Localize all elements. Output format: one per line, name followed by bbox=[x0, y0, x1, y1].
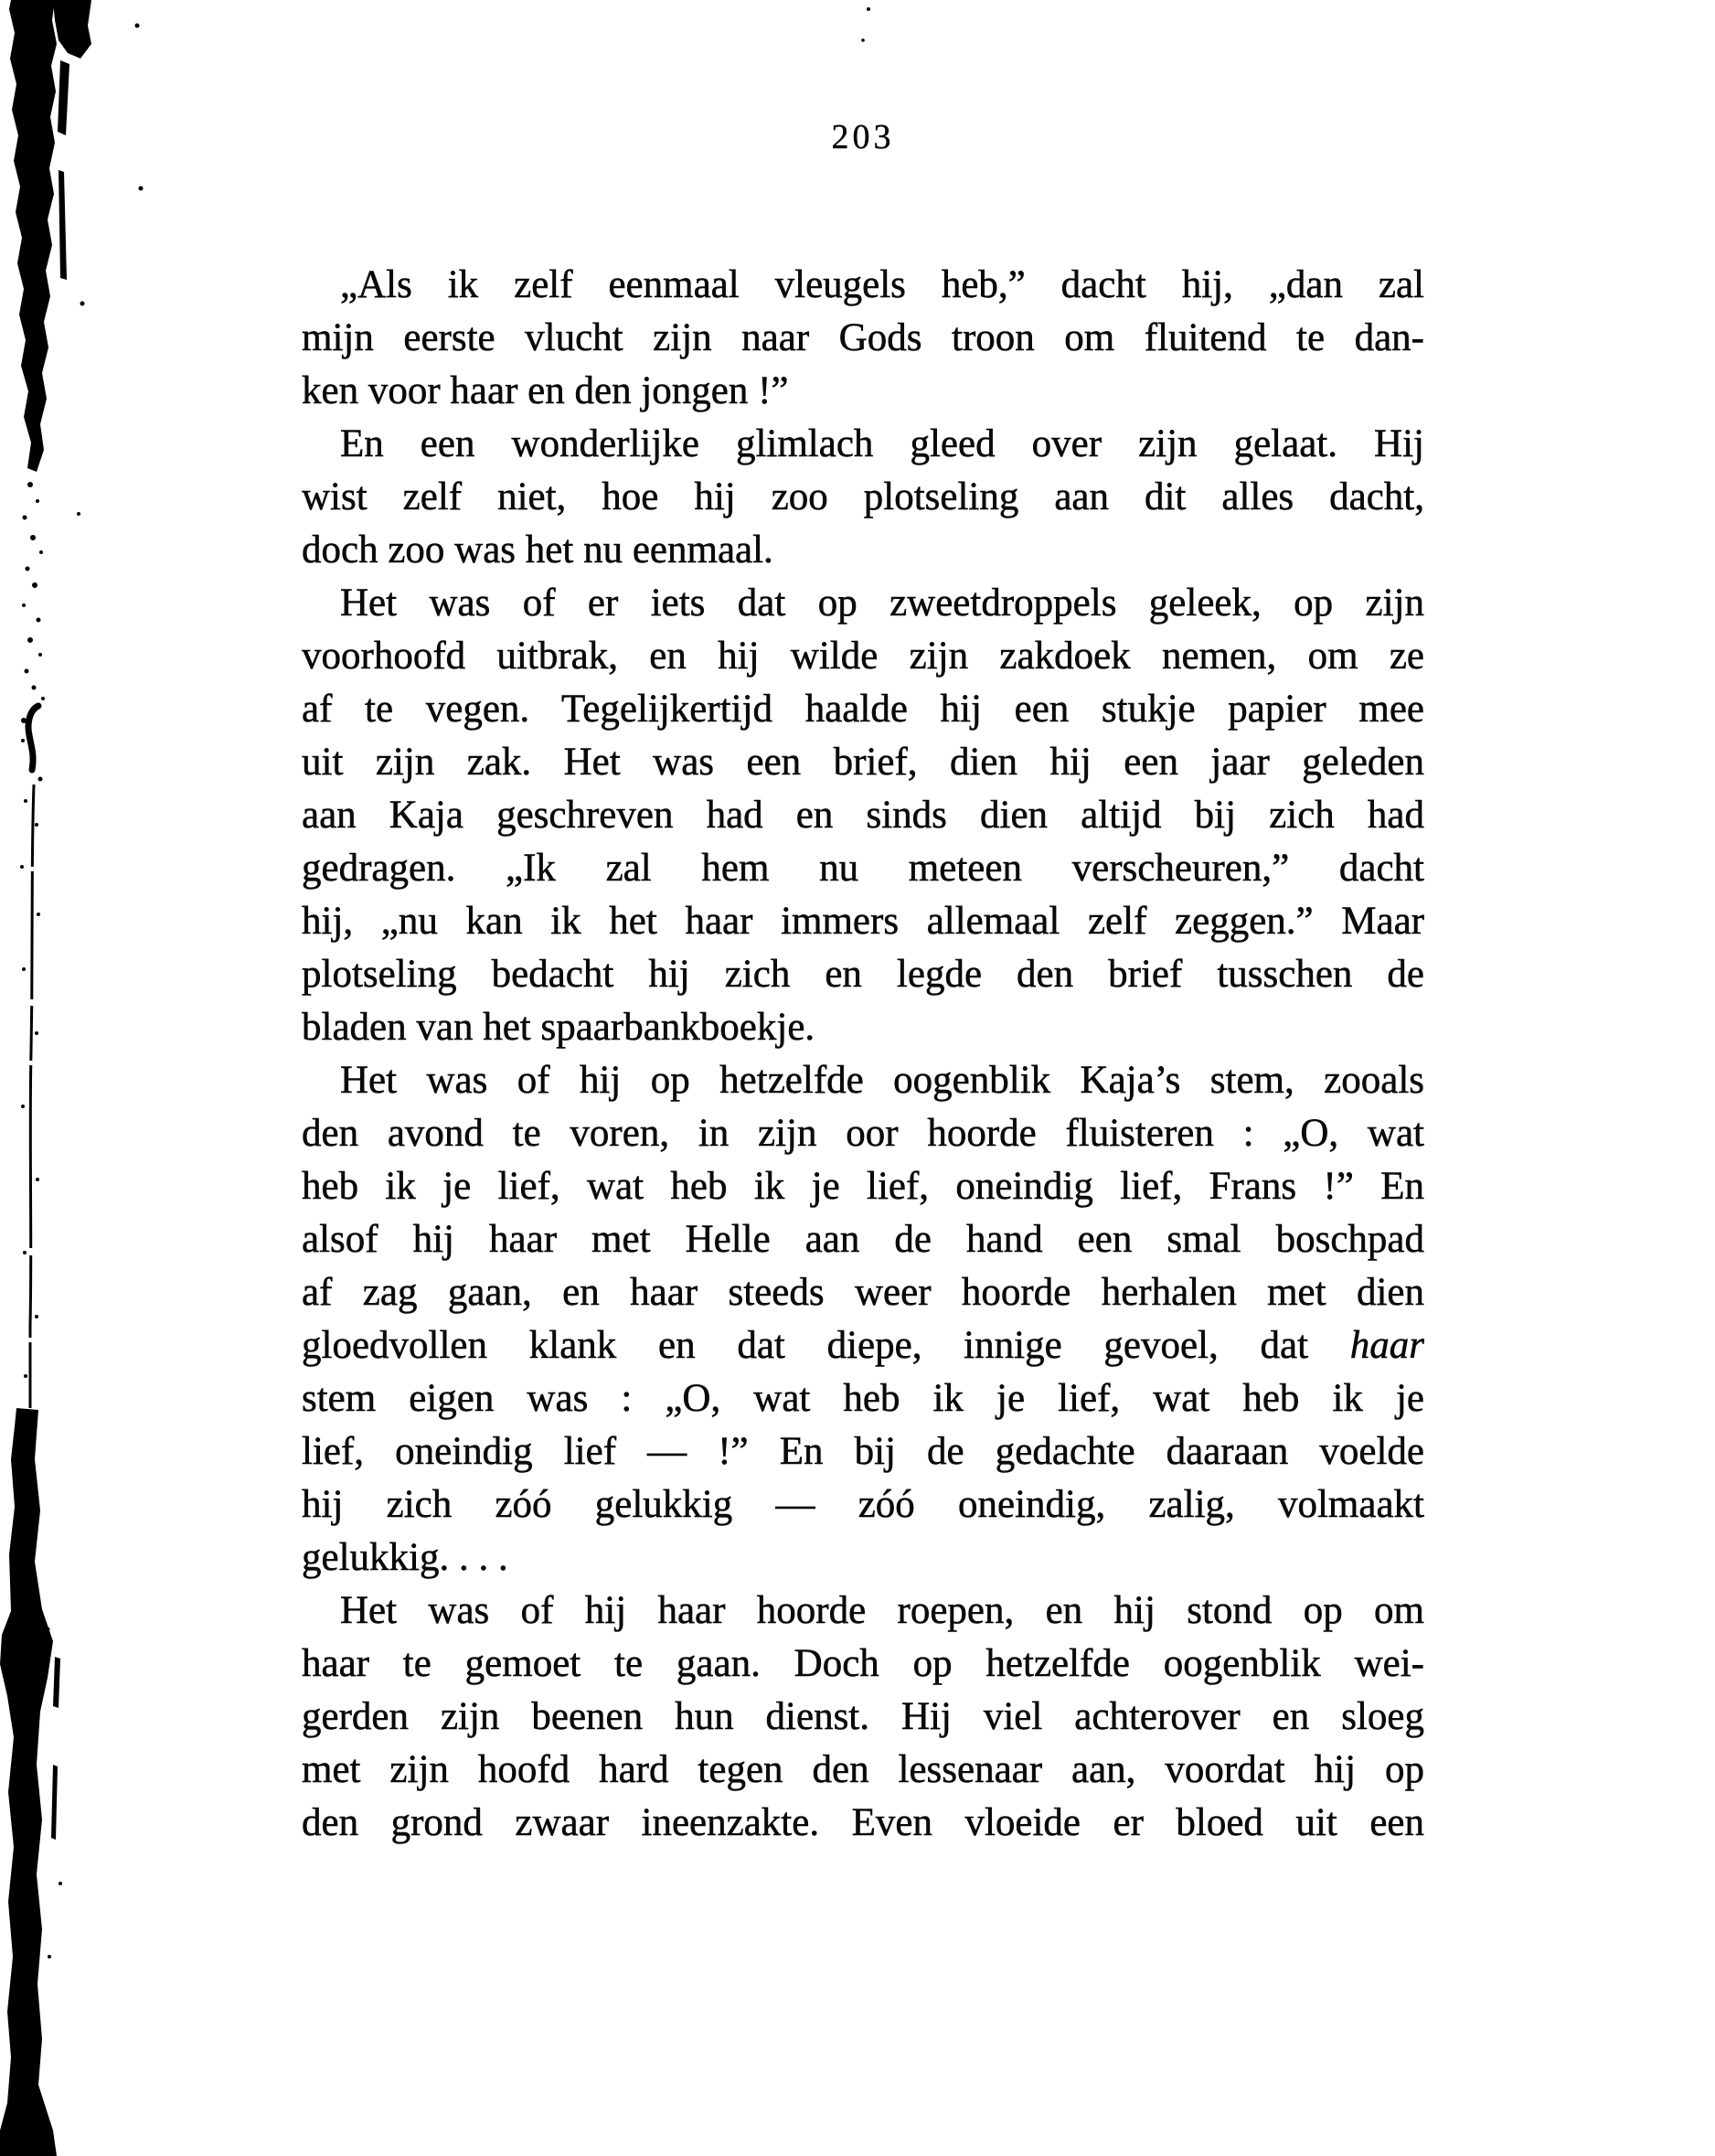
text-line: alsof hij haar met Helle aan de hand een smal boschpad bbox=[302, 1218, 1424, 1261]
text-line: doch zoo was het nu eenmaal. bbox=[302, 528, 773, 571]
text-line: ken voor haar en den jongen !” bbox=[302, 369, 789, 412]
text-line: plotseling bedacht hij zich en legde den brief tusschen de bbox=[302, 953, 1424, 996]
text-line: af zag gaan, en haar steeds weer hoorde herhalen met dien bbox=[302, 1271, 1424, 1314]
text-line: haar te gemoet te gaan. Doch op hetzelfde oogenblik wei- bbox=[302, 1642, 1424, 1685]
text-line: voorhoofd uitbrak, en hij wilde zijn zakdoek nemen, om ze bbox=[302, 635, 1424, 678]
text-line: Het was of hij haar hoorde roepen, en hij stond op om bbox=[340, 1589, 1424, 1632]
text-line: gedragen. „Ik zal hem nu meteen verscheuren,” dacht bbox=[302, 847, 1424, 890]
text-line: hij, „nu kan ik het haar immers allemaal zelf zeggen.” Maar bbox=[302, 900, 1424, 943]
text-line: heb ik je lief, wat heb ik je lief, oneindig lief, Frans !” En bbox=[302, 1165, 1424, 1208]
text-line: Het was of hij op hetzelfde oogenblik Kaja’s stem, zooals bbox=[340, 1059, 1424, 1102]
text-line: Het was of er iets dat op zweetdroppels geleek, op zijn bbox=[340, 582, 1424, 624]
text-lines bbox=[302, 259, 1424, 1850]
text-line: mijn eerste vlucht zijn naar Gods troon om fluitend te dan- bbox=[302, 316, 1424, 359]
text-line: hij zich zóó gelukkig — zóó oneindig, zalig, volmaakt bbox=[302, 1483, 1424, 1526]
text-line: „Als ik zelf eenmaal vleugels heb,” dacht hij, „dan zal bbox=[340, 263, 1424, 306]
text-line: En een wonderlijke glimlach gleed over zijn gelaat. Hij bbox=[340, 422, 1424, 465]
text-line: gelukkig. . . . bbox=[302, 1536, 508, 1579]
text-line: af te vegen. Tegelijkertijd haalde hij een stukje papier mee bbox=[302, 688, 1424, 731]
page-number: 203 bbox=[831, 118, 895, 156]
text-line: met zijn hoofd hard tegen den lessenaar aan, voordat hij op bbox=[302, 1748, 1424, 1791]
text-line: den avond te voren, in zijn oor hoorde fluisteren : „O, wat bbox=[302, 1112, 1424, 1155]
page-text bbox=[302, 259, 1424, 1850]
text-line: den grond zwaar ineenzakte. Even vloeide er bloed uit een bbox=[302, 1801, 1424, 1844]
text-line: bladen van het spaarbankboekje. bbox=[302, 1006, 815, 1049]
text-line: lief, oneindig lief — !” En bij de gedachte daaraan voelde bbox=[302, 1430, 1424, 1473]
text-line: stem eigen was : „O, wat heb ik je lief, wat heb ik je bbox=[302, 1377, 1424, 1420]
text-line: gloedvollen klank en dat diepe, innige gevoel, dat haar bbox=[302, 1324, 1424, 1367]
text-line: wist zelf niet, hoe hij zoo plotseling aan dit alles dacht, bbox=[302, 475, 1424, 518]
text-line: uit zijn zak. Het was een brief, dien hij een jaar geleden bbox=[302, 741, 1424, 784]
text-line: gerden zijn beenen hun dienst. Hij viel achterover en sloeg bbox=[302, 1695, 1424, 1738]
text-line: aan Kaja geschreven had en sinds dien altijd bij zich had bbox=[302, 794, 1424, 837]
